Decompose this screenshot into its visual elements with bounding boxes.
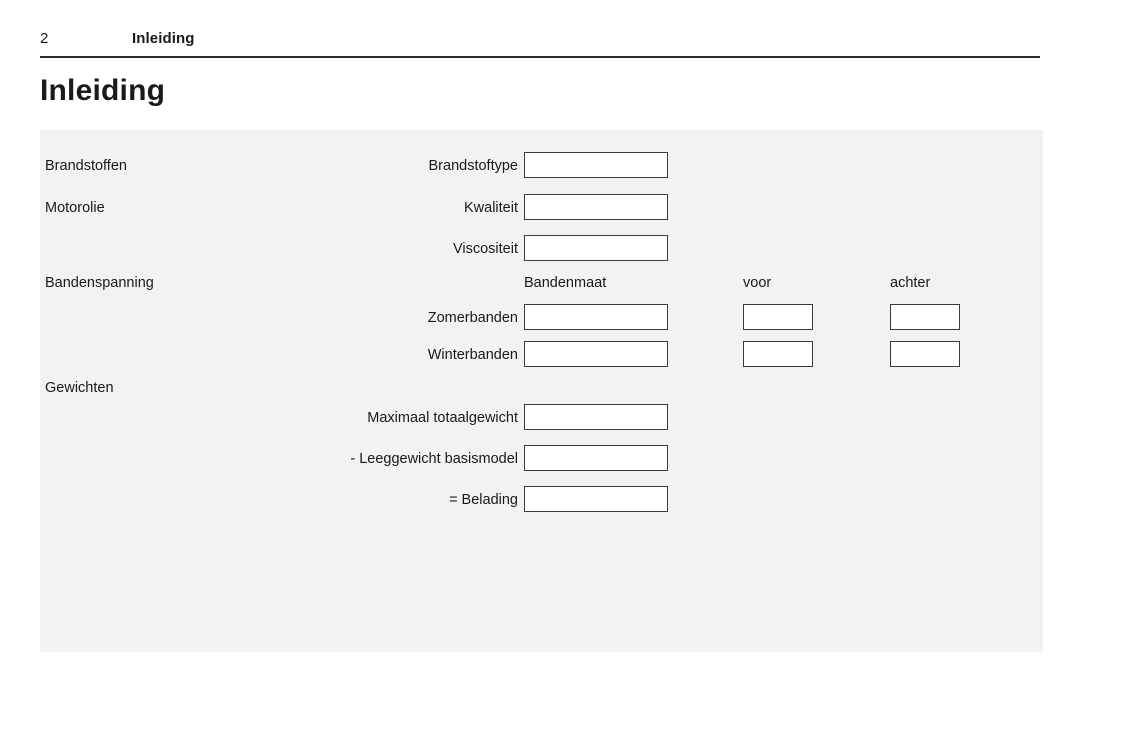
running-header <box>40 30 1040 58</box>
input-kwaliteit[interactable] <box>524 194 668 220</box>
input-zomerbanden-achter[interactable] <box>890 304 960 330</box>
input-zomerbanden-bandenmaat[interactable] <box>524 304 668 330</box>
field-label-brandstoftype: Brandstoftype <box>428 158 518 174</box>
page-number: 2 <box>40 30 49 47</box>
input-winterbanden-achter[interactable] <box>890 341 960 367</box>
column-header-bandenmaat: Bandenmaat <box>524 275 607 291</box>
input-maximaal-totaalgewicht[interactable] <box>524 404 668 430</box>
section-label-gewichten: Gewichten <box>45 380 114 396</box>
input-leeggewicht-basismodel[interactable] <box>524 445 668 471</box>
input-brandstoftype[interactable] <box>524 152 668 178</box>
field-label-viscositeit: Viscositeit <box>452 241 518 257</box>
section-label-bandenspanning: Bandenspanning <box>45 275 154 291</box>
field-label-belading: = Belading <box>449 492 518 508</box>
section-label-motorolie: Motorolie <box>45 200 105 216</box>
column-header-achter: achter <box>890 275 931 291</box>
field-label-kwaliteit: Kwaliteit <box>464 200 518 216</box>
field-label-winterbanden: Winterbanden <box>427 347 518 363</box>
input-viscositeit[interactable] <box>524 235 668 261</box>
specifications-panel <box>40 130 1043 652</box>
section-label-brandstoffen: Brandstoffen <box>45 158 127 174</box>
input-winterbanden-voor[interactable] <box>743 341 813 367</box>
header-chapter-name: Inleiding <box>132 30 195 47</box>
column-header-voor: voor <box>743 275 772 291</box>
field-label-zomerbanden: Zomerbanden <box>427 310 518 326</box>
input-belading[interactable] <box>524 486 668 512</box>
field-label-leeggewicht-basismodel: - Leeggewicht basismodel <box>350 451 518 467</box>
page-title: Inleiding <box>40 74 166 107</box>
input-winterbanden-bandenmaat[interactable] <box>524 341 668 367</box>
input-zomerbanden-voor[interactable] <box>743 304 813 330</box>
field-label-maximaal-totaalgewicht: Maximaal totaalgewicht <box>367 410 518 426</box>
